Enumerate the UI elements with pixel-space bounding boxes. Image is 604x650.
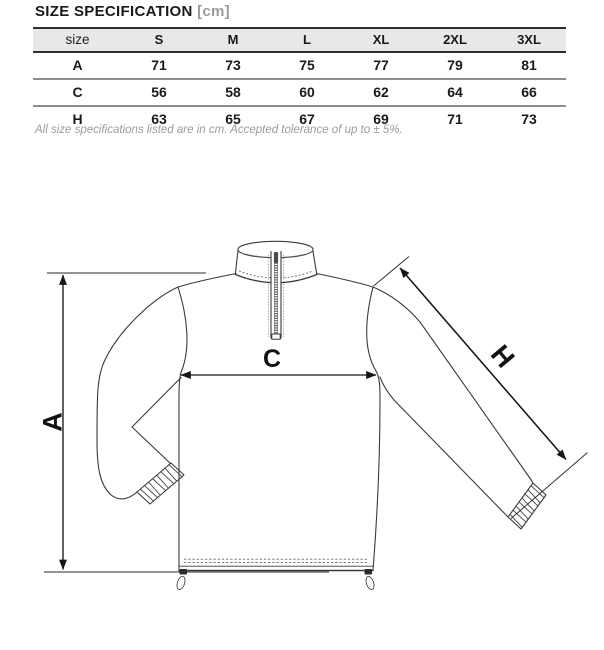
size-value: 81 xyxy=(492,52,566,79)
page-title-text: SIZE SPECIFICATION xyxy=(35,3,193,20)
size-value: 73 xyxy=(521,111,537,127)
left-sleeve xyxy=(97,287,184,504)
size-column-xl: XL xyxy=(344,28,418,52)
size-value: 75 xyxy=(270,52,344,79)
unit-label: [cm] xyxy=(197,3,230,20)
dimension-label-a: A xyxy=(37,412,68,432)
size-value: 65 xyxy=(225,111,241,127)
tolerance-note: All size specifications listed are in cm. Accepted tolerance of up to ± 5%. xyxy=(35,124,403,136)
size-value: 56 xyxy=(122,79,196,106)
size-value: 63 xyxy=(151,111,167,127)
dimension-label-h: H xyxy=(484,339,521,374)
dimension-arrow-h xyxy=(400,268,566,460)
dimension-a xyxy=(37,273,329,572)
size-value: 71 xyxy=(447,111,463,127)
size-value: 64 xyxy=(418,79,492,106)
size-column-3xl: 3XL xyxy=(492,28,566,52)
drawcord-toggle-right xyxy=(364,569,375,591)
left-cuff xyxy=(137,463,184,504)
dimension-label-c: C xyxy=(262,345,282,373)
size-value: 79 xyxy=(418,52,492,79)
size-column-s: S xyxy=(122,28,196,52)
dimension-row-label-h: H xyxy=(72,111,83,127)
size-value: 66 xyxy=(492,79,566,106)
size-column-m: M xyxy=(196,28,270,52)
dimension-h xyxy=(374,257,588,519)
size-value: 77 xyxy=(344,52,418,79)
quarter-zipper xyxy=(269,250,284,339)
hem xyxy=(179,559,373,570)
dimension-row-label-a: A xyxy=(33,52,122,79)
right-cuff xyxy=(508,483,546,529)
dimension-c xyxy=(181,345,376,375)
size-value: 69 xyxy=(373,111,389,127)
size-value: 73 xyxy=(196,52,270,79)
size-column-2xl: 2XL xyxy=(418,28,492,52)
size-value: 67 xyxy=(299,111,315,127)
dimension-row-label-c: C xyxy=(33,79,122,106)
size-table-corner-label: size xyxy=(33,28,122,52)
size-value: 58 xyxy=(196,79,270,106)
zipper-pull xyxy=(274,252,278,263)
size-value: 71 xyxy=(122,52,196,79)
size-value: 62 xyxy=(344,79,418,106)
extension-line-cuff xyxy=(511,453,588,519)
size-column-l: L xyxy=(270,28,344,52)
right-sleeve xyxy=(373,287,546,529)
size-value: 60 xyxy=(270,79,344,106)
